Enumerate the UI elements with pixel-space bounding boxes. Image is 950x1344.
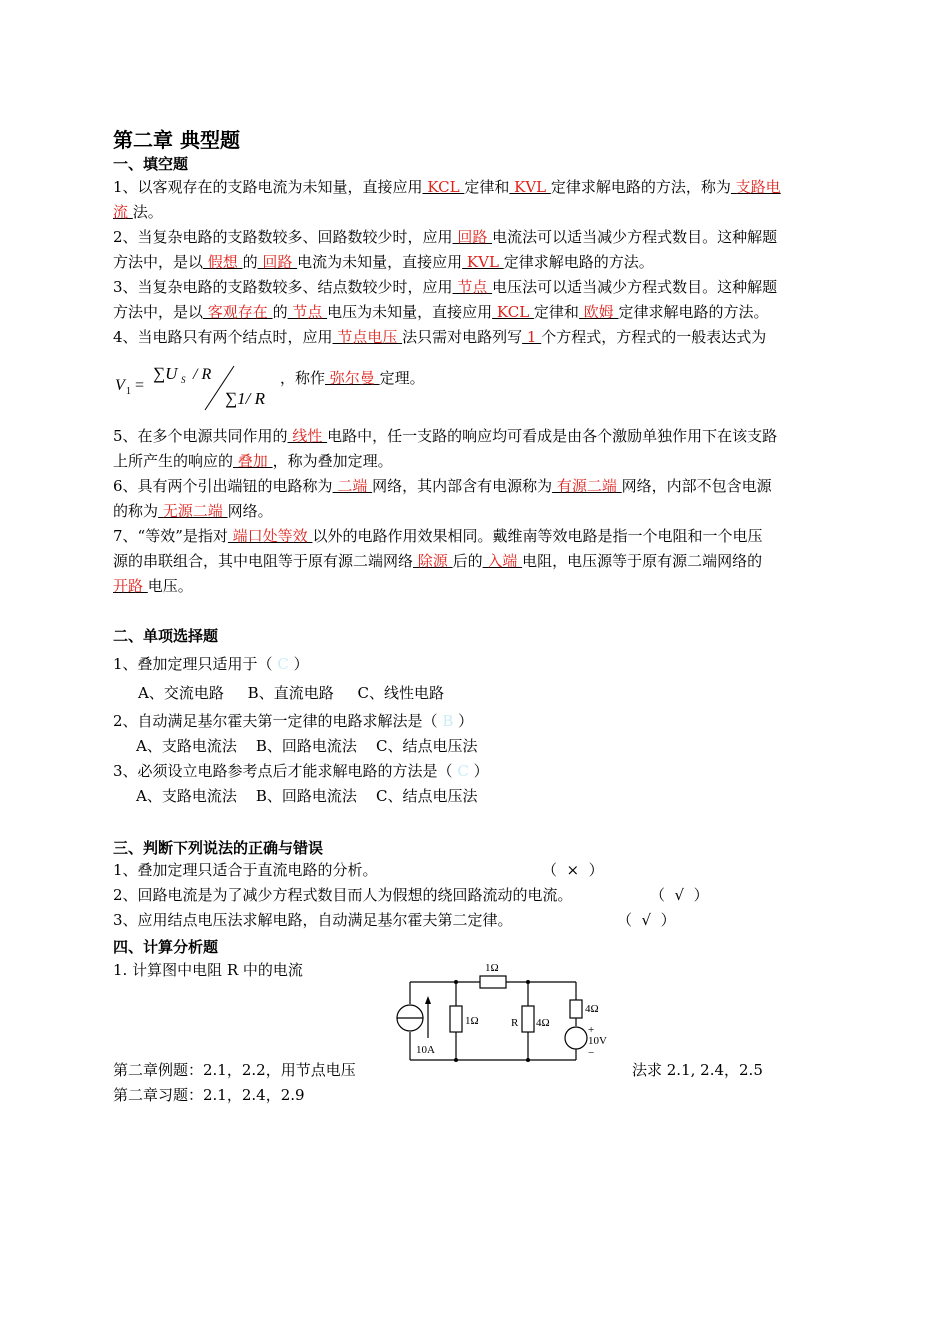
choice-options: A、支路电流法 B、回路电流法 C、结点电压法: [136, 787, 478, 805]
question-line: 开路 电压。: [113, 577, 193, 595]
choice-answer: C: [452, 762, 474, 780]
question-line: 的称为 无源二端 网络。: [113, 502, 273, 520]
section-heading-calculation: 四、计算分析题: [113, 938, 219, 956]
exercises-line: 第二章习题：2.1，2.4，2.9: [113, 1086, 305, 1104]
question-line: 方法中，是以 客观存在 的 节点 电压为未知量，直接应用 KCL 定律和 欧姆 定律求解电路的方法。: [113, 303, 769, 321]
answer-blank: 回路: [257, 253, 298, 271]
answer-blank: 无源二端: [158, 502, 228, 520]
choice-options: A、支路电流法 B、回路电流法 C、结点电压法: [136, 737, 478, 755]
section-heading-fill-blank: 一、填空题: [113, 155, 189, 173]
label-r-name: R: [511, 1017, 519, 1029]
answer-blank: 节点: [452, 278, 493, 296]
answer-blank: 入端: [482, 552, 523, 570]
answer-blank: KVL: [509, 178, 551, 196]
formula-numerator: ∑U: [153, 364, 178, 383]
choice-question: 1、叠加定理只适用于（ C ）: [113, 655, 309, 673]
page-title: 第二章 典型题: [113, 128, 240, 152]
label-plus: +: [588, 1024, 595, 1036]
question-line: 4、当电路只有两个结点时，应用 节点电压 法只需对电路列写 1 个方程式，方程式的一般表达式为: [113, 328, 767, 346]
circuit-diagram: [388, 958, 618, 1068]
judge-mark: （ × ）: [542, 861, 604, 879]
answer-blank: 欧姆: [578, 303, 619, 321]
judge-mark: （ √ ）: [650, 886, 709, 904]
answer-blank: 叠加: [233, 452, 273, 470]
judge-mark: （ √ ）: [617, 911, 676, 929]
label-r-left: 1Ω: [465, 1015, 479, 1027]
question-line: 5、在多个电源共同作用的 线性 电路中，任一支路的响应均可看成是由各个激励单独作用下在该支路: [113, 427, 778, 445]
node-dot: [526, 1058, 530, 1062]
current-arrow-head: [425, 996, 431, 1004]
choice-options: A、交流电路 B、直流电路 C、线性电路: [138, 684, 445, 702]
question-line: 3、当复杂电路的支路数较多、结点数较少时，应用 节点 电压法可以适当减少方程式数目。这种解题: [113, 278, 778, 296]
answer-blank: 除源: [413, 552, 453, 570]
label-r-top: 1Ω: [485, 962, 499, 974]
calc-question: 1. 计算图中电阻 R 中的电流: [113, 961, 303, 979]
question-line: 源的串联组合，其中电阻等于原有源二端网络 除源 后的 入端 电阻，电压源等于原有源二端网络的: [113, 552, 763, 570]
choice-answer: B: [437, 712, 459, 730]
label-minus: −: [588, 1047, 595, 1059]
question-line: 上所产生的响应的 叠加 ，称为叠加定理。: [113, 452, 393, 470]
choice-answer: C: [272, 655, 294, 673]
resistor-r: [522, 1006, 534, 1032]
judge-question: 1、叠加定理只适合于直流电路的分析。: [113, 861, 378, 879]
answer-blank: 有源二端: [552, 477, 622, 495]
answer-blank: 节点电压: [332, 328, 403, 346]
label-vsrc: 10V: [588, 1035, 607, 1047]
judge-question: 2、回路电流是为了减少方程式数目而人为假想的绕回路流动的电流。: [113, 886, 573, 904]
answer-blank: 流: [113, 203, 133, 221]
resistor-right: [570, 1000, 582, 1018]
answer-blank: 客观存在: [203, 303, 273, 321]
question-line: 7、“等效”是指对 端口处等效 以外的电路作用效果相同。戴维南等效电路是指一个电阻和一个电压: [113, 527, 763, 545]
answer-blank: 假想: [203, 253, 243, 271]
answer-blank: 端口处等效: [227, 527, 313, 545]
answer-blank: KCL: [492, 303, 534, 321]
question-line: ，称作 弥尔曼 定理。: [280, 369, 425, 387]
answer-blank: 开路: [113, 577, 148, 595]
formula-lhs-sub: 1: [126, 386, 131, 397]
section-heading-true-false: 三、判断下列说法的正确与错误: [113, 839, 324, 857]
resistor-top: [480, 976, 506, 988]
examples-line-right: 法求 2.1, 2.4，2.5: [632, 1061, 763, 1079]
answer-blank: KVL: [462, 253, 504, 271]
formula-equals: =: [135, 377, 145, 394]
question-line: 流 法。: [113, 203, 163, 221]
resistor-left: [450, 1006, 462, 1032]
judge-question: 3、应用结点电压法求解电路，自动满足基尔霍夫第二定律。: [113, 911, 513, 929]
question-line: 2、当复杂电路的支路数较多、回路数较少时，应用 回路 电流法可以适当减少方程式数目。这种解题: [113, 228, 778, 246]
answer-blank: 节点: [287, 303, 328, 321]
node-dot: [454, 1058, 458, 1062]
formula-denominator: ∑1/ R: [225, 389, 265, 408]
node-dot: [454, 980, 458, 984]
answer-blank: 支路电: [730, 178, 781, 196]
answer-blank: 回路: [452, 228, 493, 246]
question-line: 1、以客观存在的支路电流为未知量，直接应用 KCL 定律和 KVL 定律求解电路的方法，称为 支路电: [113, 178, 781, 196]
choice-question: 2、自动满足基尔霍夫第一定律的电路求解法是（ B ）: [113, 712, 474, 730]
answer-blank: 弥尔曼: [325, 369, 380, 387]
answer-blank: 1: [522, 328, 542, 346]
node-dot: [526, 980, 530, 984]
question-line: 6、具有两个引出端钮的电路称为 二端 网络，其内部含有电源称为 有源二端 网络，内部不包含电源: [113, 477, 772, 495]
formula-numerator-tail: / R: [193, 366, 212, 383]
question-line: 方法中，是以 假想 的 回路 电流为未知量，直接应用 KVL 定律求解电路的方法。: [113, 253, 654, 271]
section-heading-single-choice: 二、单项选择题: [113, 627, 219, 645]
formula-lhs: V: [115, 377, 125, 394]
examples-line-left: 第二章例题：2.1，2.2，用节点电压: [113, 1061, 356, 1079]
label-isrc: 10A: [416, 1044, 435, 1056]
formula-numerator-sub: S: [181, 375, 186, 385]
label-r-mid: 4Ω: [536, 1017, 550, 1029]
voltage-source-icon: [565, 1027, 587, 1049]
answer-blank: 线性: [287, 427, 328, 445]
answer-blank: 二端: [332, 477, 373, 495]
answer-blank: KCL: [422, 178, 465, 196]
label-r-right: 4Ω: [585, 1003, 599, 1015]
choice-question: 3、必须设立电路参考点后才能求解电路的方法是（ C ）: [113, 762, 489, 780]
